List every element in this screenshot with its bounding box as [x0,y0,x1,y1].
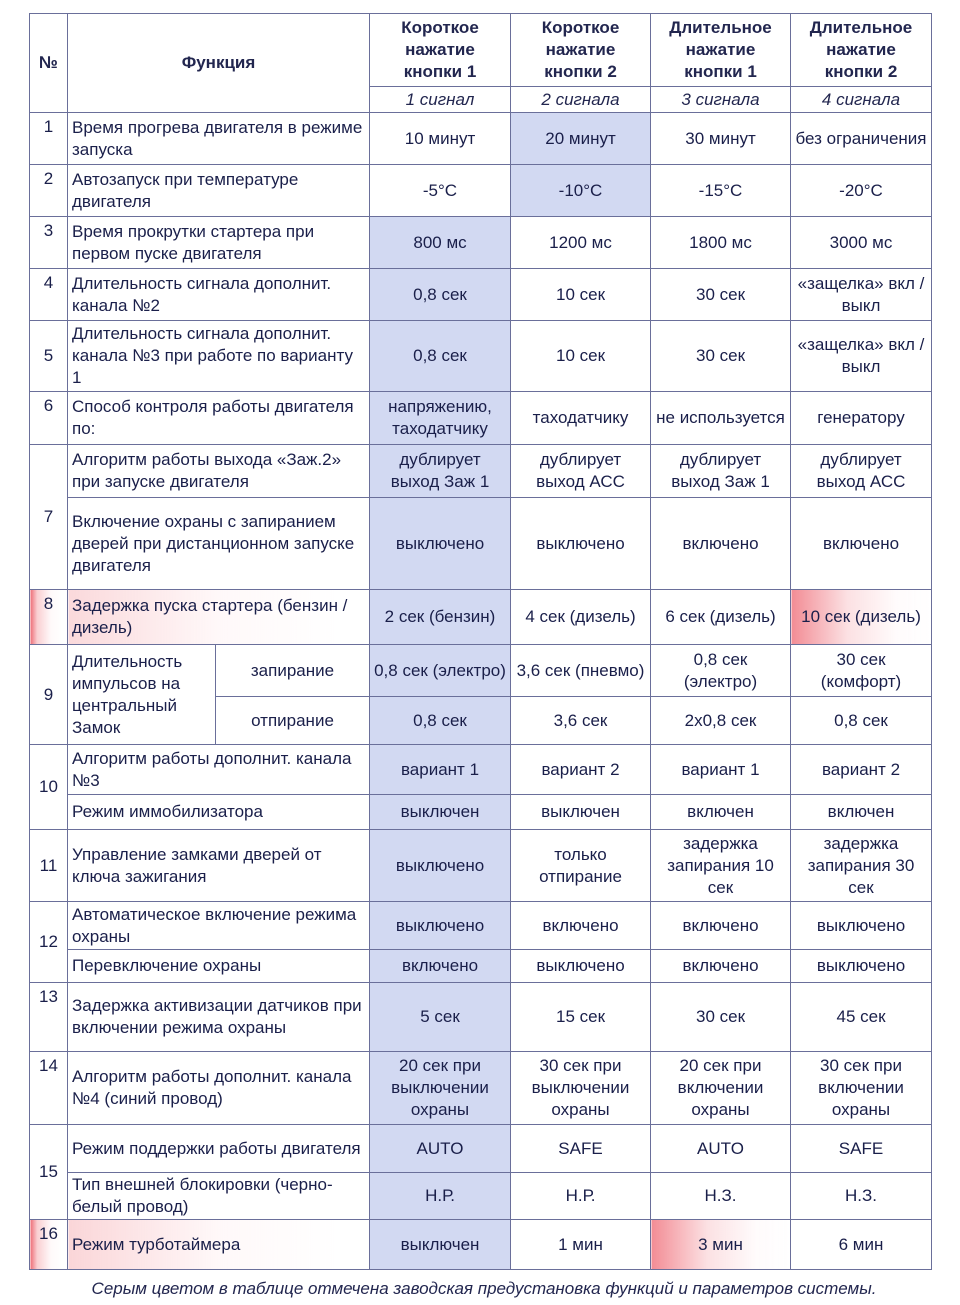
value-cell: «защелка» вкл / выкл [791,321,932,392]
value-cell: 1 мин [511,1220,651,1270]
value-cell: 20 сек при включении охраны [651,1052,791,1125]
function-label: Способ контроля работы двигателя по: [68,392,370,445]
table-row [30,217,932,269]
signal-1: 1 сигнал [370,87,511,113]
value-cell: включен [651,795,791,830]
value-cell: выключено [511,498,651,590]
header-col-3: Длительное нажатие кнопки 1 [651,14,791,87]
function-label: Время прокрутки стартера при первом пуске двигателя [68,217,370,269]
function-label: Длительность импульсов на центральный Замок [68,645,216,745]
value-cell: выключен [511,795,651,830]
value-cell: 0,8 сек (электро) [651,645,791,697]
row-number: 6 [30,392,68,445]
row-number: 8 [30,590,68,645]
row-number: 9 [30,645,68,745]
function-label: Время прогрева двигателя в режиме запуска [68,113,370,165]
value-cell: включено [651,950,791,983]
value-cell-default: выключено [370,902,511,950]
value-cell-default: -10°С [511,165,651,217]
table-row [30,113,932,165]
function-label: Режим турботаймера [68,1220,370,1270]
table-row [30,830,932,902]
function-label: Задержка активизации датчиков при включении режима охраны [68,983,370,1052]
value-cell: -20°С [791,165,932,217]
value-cell-default: Н.Р. [370,1173,511,1220]
table-row [30,165,932,217]
value-cell: включен [791,795,932,830]
value-cell-default: 0,8 сек (электро) [370,645,511,697]
row-number: 5 [30,321,68,392]
row-number: 7 [30,445,68,590]
value-cell-highlighted: 10 сек (дизель) [791,590,932,645]
value-cell: без ограничения [791,113,932,165]
value-cell: дублирует выход АСС [791,445,932,498]
value-cell: 45 сек [791,983,932,1052]
table-row [30,1173,932,1220]
table-row [30,902,932,950]
value-cell-default: 0,8 сек [370,321,511,392]
value-cell-default: дублирует выход Заж 1 [370,445,511,498]
value-cell-default: 0,8 сек [370,269,511,321]
table-row [30,392,932,445]
value-cell: 3000 мс [791,217,932,269]
signal-4: 4 сигнала [791,87,932,113]
value-cell-default: выключен [370,1220,511,1270]
value-cell: включено [651,498,791,590]
value-cell: 10 сек [511,269,651,321]
value-cell: 30 сек при включении охраны [791,1052,932,1125]
table-row [30,498,932,590]
value-cell: 30 сек [651,321,791,392]
table-row [30,745,932,795]
table-row [30,795,932,830]
header-col-4: Длительное нажатие кнопки 2 [791,14,932,87]
table-row [30,1125,932,1173]
value-cell: 1800 мс [651,217,791,269]
value-cell: 15 сек [511,983,651,1052]
function-label: Режим иммобилизатора [68,795,370,830]
function-label: Режим поддержки работы двигателя [68,1125,370,1173]
value-cell: вариант 2 [791,745,932,795]
row-number: 13 [30,983,68,1052]
table-row [30,269,932,321]
row-number: 14 [30,1052,68,1125]
value-cell: 30 минут [651,113,791,165]
function-label: Алгоритм работы дополнит. канала №4 (синий провод) [68,1052,370,1125]
value-cell-default: AUTO [370,1125,511,1173]
row-number: 2 [30,165,68,217]
value-cell: Н.З. [651,1173,791,1220]
value-cell: таходатчику [511,392,651,445]
value-cell: включено [511,902,651,950]
row-number: 1 [30,113,68,165]
value-cell: «защелка» вкл / выкл [791,269,932,321]
value-cell: -15°С [651,165,791,217]
table-row [30,445,932,498]
value-cell: дублирует выход АСС [511,445,651,498]
value-cell-default: выключен [370,795,511,830]
signal-3: 3 сигнала [651,87,791,113]
row-number: 11 [30,830,68,902]
value-cell: 4 сек (дизель) [511,590,651,645]
value-cell-default: 20 сек при выключении охраны [370,1052,511,1125]
function-label: Включение охраны с запиранием дверей при дистанционном запуске двигателя [68,498,370,590]
sub-label: отпирание [216,697,370,745]
value-cell: вариант 2 [511,745,651,795]
value-cell: выключено [511,950,651,983]
value-cell-default: 2 сек (бензин) [370,590,511,645]
value-cell: 10 сек [511,321,651,392]
function-label: Автозапуск при температуре двигателя [68,165,370,217]
table-row [30,645,932,697]
value-cell: только отпирание [511,830,651,902]
function-label: Алгоритм работы выхода «Заж.2» при запуске двигателя [68,445,370,498]
value-cell: 0,8 сек [791,697,932,745]
value-cell: дублирует выход Заж 1 [651,445,791,498]
value-cell: включено [791,498,932,590]
value-cell: выключено [791,950,932,983]
value-cell: 10 минут [370,113,511,165]
table-row-highlighted [30,1220,932,1270]
value-cell: задержка запирания 30 сек [791,830,932,902]
value-cell: SAFE [511,1125,651,1173]
value-cell: 3,6 сек (пневмо) [511,645,651,697]
value-cell: включено [651,902,791,950]
value-cell: 3,6 сек [511,697,651,745]
value-cell: 30 сек при выключении охраны [511,1052,651,1125]
value-cell-default: вариант 1 [370,745,511,795]
table-row [30,321,932,392]
function-table [29,13,932,1270]
function-label: Длительность сигнала дополнит. канала №2 [68,269,370,321]
function-label: Тип внешней блокировки (черно-белый провод) [68,1173,370,1220]
value-cell-default: 5 сек [370,983,511,1052]
row-number: 15 [30,1125,68,1220]
sub-label: запирание [216,645,370,697]
value-cell: 30 сек (комфорт) [791,645,932,697]
value-cell-default: напряжению, таходатчику [370,392,511,445]
value-cell: Н.З. [791,1173,932,1220]
table-row [30,950,932,983]
function-label: Задержка пуска стартера (бензин / дизель) [68,590,370,645]
header-col-1: Короткое нажатие кнопки 1 [370,14,511,87]
value-cell-default: включено [370,950,511,983]
table-row [30,983,932,1052]
function-label: Длительность сигнала дополнит. канала №3 при работе по варианту 1 [68,321,370,392]
value-cell: 1200 мс [511,217,651,269]
value-cell: не используется [651,392,791,445]
row-number: 4 [30,269,68,321]
row-number: 16 [30,1220,68,1270]
value-cell: AUTO [651,1125,791,1173]
header-function: Функция [68,14,370,113]
row-number: 12 [30,902,68,983]
value-cell-default: 800 мс [370,217,511,269]
value-cell: выключено [791,902,932,950]
value-cell: SAFE [791,1125,932,1173]
value-cell: вариант 1 [651,745,791,795]
table-row-highlighted [30,590,932,645]
value-cell: 2х0,8 сек [651,697,791,745]
value-cell-default: выключено [370,498,511,590]
value-cell: 6 сек (дизель) [651,590,791,645]
row-number: 3 [30,217,68,269]
footnote: Серым цветом в таблице отмечена заводская предустановка функций и параметров системы. [91,1279,877,1298]
value-cell-default: 0,8 сек [370,697,511,745]
value-cell: 6 мин [791,1220,932,1270]
function-label: Управление замками дверей от ключа зажигания [68,830,370,902]
header-col-2: Короткое нажатие кнопки 2 [511,14,651,87]
value-cell: задержка запирания 10 сек [651,830,791,902]
value-cell-default: выключено [370,830,511,902]
header-num: № [30,14,68,113]
value-cell: 30 сек [651,983,791,1052]
value-cell: -5°С [370,165,511,217]
function-label: Автоматическое включение режима охраны [68,902,370,950]
value-cell: генератору [791,392,932,445]
signal-2: 2 сигнала [511,87,651,113]
row-number: 10 [30,745,68,830]
function-label: Перевключение охраны [68,950,370,983]
value-cell-default: 20 минут [511,113,651,165]
value-cell: Н.Р. [511,1173,651,1220]
table-row [30,1052,932,1125]
value-cell-highlighted: 3 мин [651,1220,791,1270]
value-cell: 30 сек [651,269,791,321]
function-label: Алгоритм работы дополнит. канала №3 [68,745,370,795]
